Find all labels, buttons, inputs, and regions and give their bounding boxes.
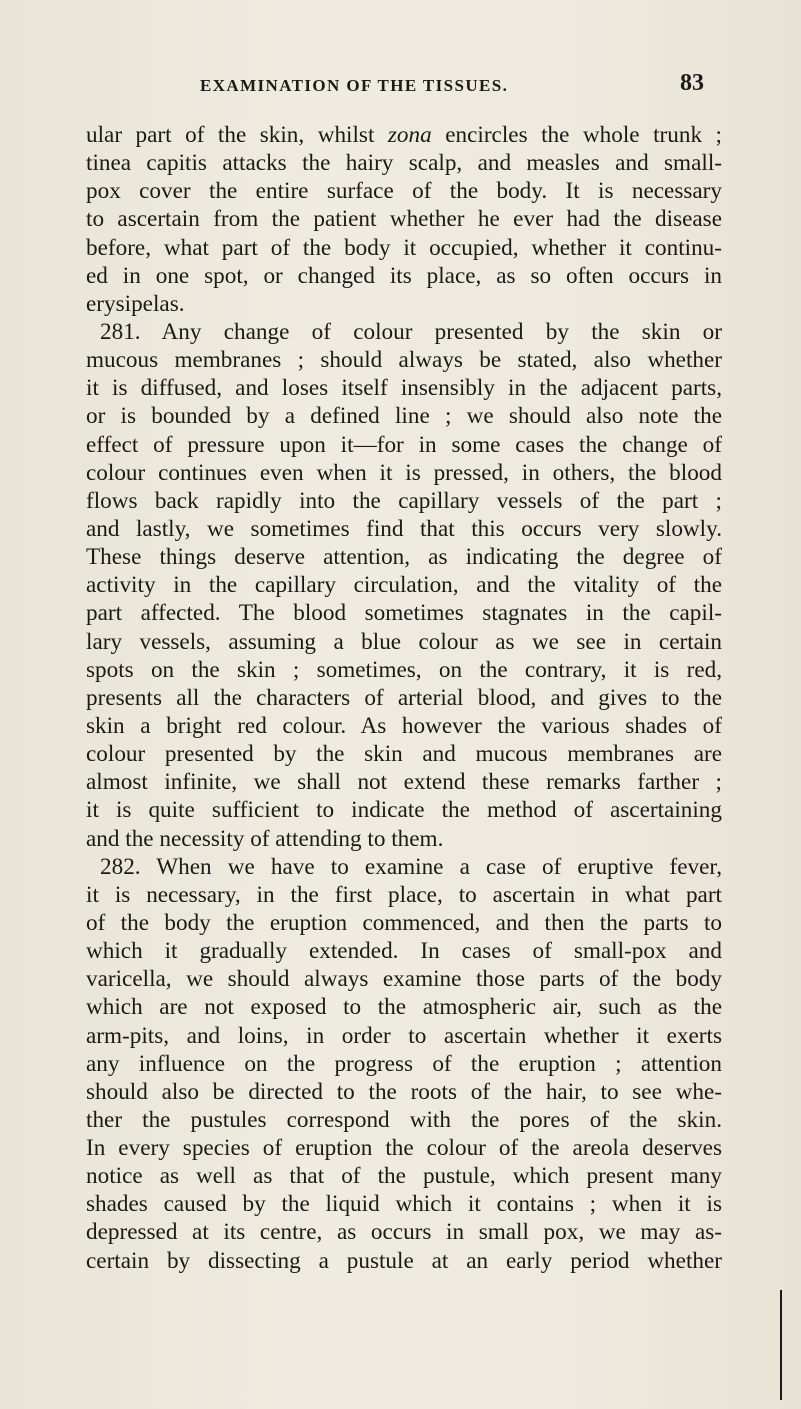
paragraph-282-start: 282. When we have to examine a case of eruptive fever, (100, 853, 722, 880)
text-line: activity in the capillary circulation, and the vitality of the (86, 572, 722, 599)
text-line: certain by dissecting a pustule at an early period whether (86, 1247, 722, 1274)
text-line: almost infinite, we shall not extend these remarks farther ; (86, 769, 722, 796)
text-line: varicella, we should always examine those parts of the body (86, 966, 722, 993)
paragraph-281-start: 281. Any change of colour presented by the skin or (100, 318, 722, 345)
text-line: it is quite sufficient to indicate the method of ascertaining (86, 797, 722, 824)
text-line: arm-pits, and loins, in order to ascertain whether it exerts (86, 1022, 722, 1049)
running-head: EXAMINATION OF THE TISSUES. (200, 76, 509, 95)
text-line: notice as well as that of the pustule, which present many (86, 1163, 722, 1190)
page-edge-mark (780, 1290, 782, 1400)
text-line: ular part of the skin, whilst zona encircles the whole trunk ; (86, 122, 722, 148)
text-line: erysipelas. (86, 290, 185, 317)
text-line: and lastly, we sometimes find that this occurs very slowly. (86, 515, 722, 542)
text-line: ed in one spot, or changed its place, as so often occurs in (86, 262, 722, 289)
text-line: it is necessary, in the first place, to ascertain in what part (86, 881, 722, 908)
text-line: it is diffused, and loses itself insensibly in the adjacent parts, (86, 375, 722, 402)
text-line: flows back rapidly into the capillary vessels of the part ; (86, 487, 722, 514)
text-line: These things deserve attention, as indicating the degree of (86, 544, 722, 571)
text-line: tinea capitis attacks the hairy scalp, and measles and small- (86, 150, 722, 177)
text-line: before, what part of the body it occupied, whether it continu- (86, 234, 722, 261)
text-line: and the necessity of attending to them. (86, 825, 444, 852)
text-line: shades caused by the liquid which it contains ; when it is (86, 1191, 722, 1218)
text-line: presents all the characters of arterial blood, and gives to the (86, 684, 722, 711)
text-line: colour continues even when it is pressed, in others, the blood (86, 459, 722, 486)
page-number: 83 (680, 70, 704, 96)
text-line: pox cover the entire surface of the body. It is necessary (86, 178, 722, 205)
text-line: In every species of eruption the colour of the areola deserves (86, 1135, 722, 1162)
text-line: lary vessels, assuming a blue colour as we see in certain (86, 628, 722, 655)
page-header (92, 70, 712, 106)
text-line: should also be directed to the roots of the hair, to see whe- (86, 1078, 722, 1105)
text-line: to ascertain from the patient whether he ever had the disease (86, 206, 722, 233)
text-line: skin a bright red colour. As however the various shades of (86, 712, 722, 739)
text-line: of the body the eruption commenced, and then the parts to (86, 909, 722, 936)
text-line: part affected. The blood sometimes stagnates in the capil- (86, 600, 722, 627)
text-line: or is bounded by a defined line ; we should also note the (86, 403, 722, 430)
text-line: mucous membranes ; should always be stated, also whether (86, 347, 722, 374)
text-line: which it gradually extended. In cases of small-pox and (86, 938, 722, 965)
text-line: which are not exposed to the atmospheric air, such as the (86, 994, 722, 1021)
text-line: any influence on the progress of the eruption ; attention (86, 1050, 722, 1077)
italic-term: zona (387, 122, 432, 148)
text-line: colour presented by the skin and mucous membranes are (86, 741, 722, 768)
text-line: spots on the skin ; sometimes, on the contrary, it is red, (86, 656, 722, 683)
body-text (86, 121, 722, 1275)
text-line: depressed at its centre, as occurs in small pox, we may as- (86, 1219, 722, 1246)
text-line: ther the pustules correspond with the pores of the skin. (86, 1106, 722, 1133)
text-line: effect of pressure upon it—for in some cases the change of (86, 431, 722, 458)
